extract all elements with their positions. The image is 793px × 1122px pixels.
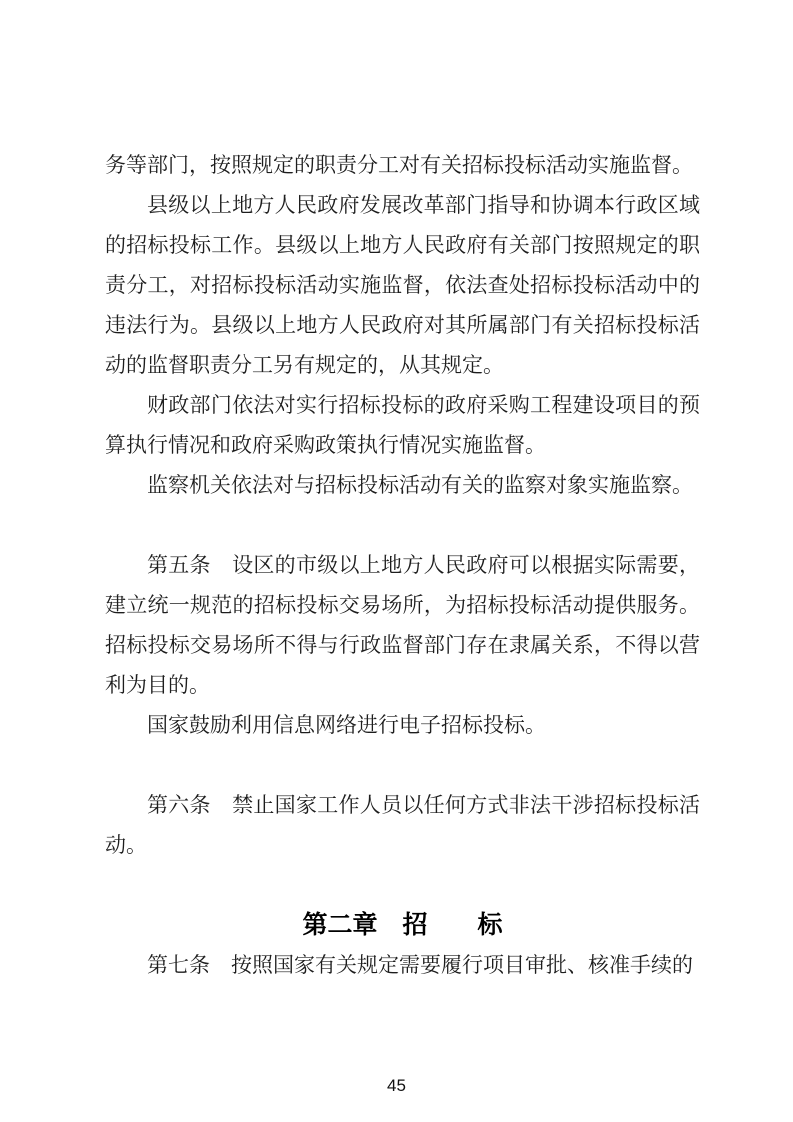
paragraph-supervision-continuation: 务等部门，按照规定的职责分工对有关招标投标活动实施监督。 — [105, 153, 693, 177]
paragraph-local-government-supervision: 县级以上地方人民政府发展改革部门指导和协调本行政区域的招标投标工作。县级以上地方人民政府有关部门按照规定的职责分工，对招标投标活动实施监督，依法查处招标投标活动中的违法行为。县级以上地方人民政府对其所属部门有关招标投标活动的监督职责分工另有规定的，从其规定。 — [105, 193, 700, 377]
paragraph-electronic-bidding: 国家鼓励利用信息网络进行电子招标投标。 — [147, 713, 546, 737]
paragraph-supervisory-organs: 监察机关依法对与招标投标活动有关的监察对象实施监察。 — [147, 473, 693, 497]
paragraph-article-6: 第六条 禁止国家工作人员以任何方式非法干涉招标投标活动。 — [105, 793, 700, 857]
document-body — [105, 145, 700, 985]
page-number: 45 — [387, 1076, 406, 1095]
paragraph-article-7: 第七条 按照国家有关规定需要履行项目审批、核准手续的 — [147, 953, 693, 977]
paragraph-finance-department: 财政部门依法对实行招标投标的政府采购工程建设项目的预算执行情况和政府采购政策执行情况实施监督。 — [105, 393, 700, 457]
chapter-2-heading: 第二章 招 标 — [302, 911, 503, 939]
paragraph-article-5: 第五条 设区的市级以上地方人民政府可以根据实际需要，建立统一规范的招标投标交易场所，为招标投标活动提供服务。招标投标交易场所不得与行政监督部门存在隶属关系，不得以营利为目的。 — [105, 553, 700, 697]
